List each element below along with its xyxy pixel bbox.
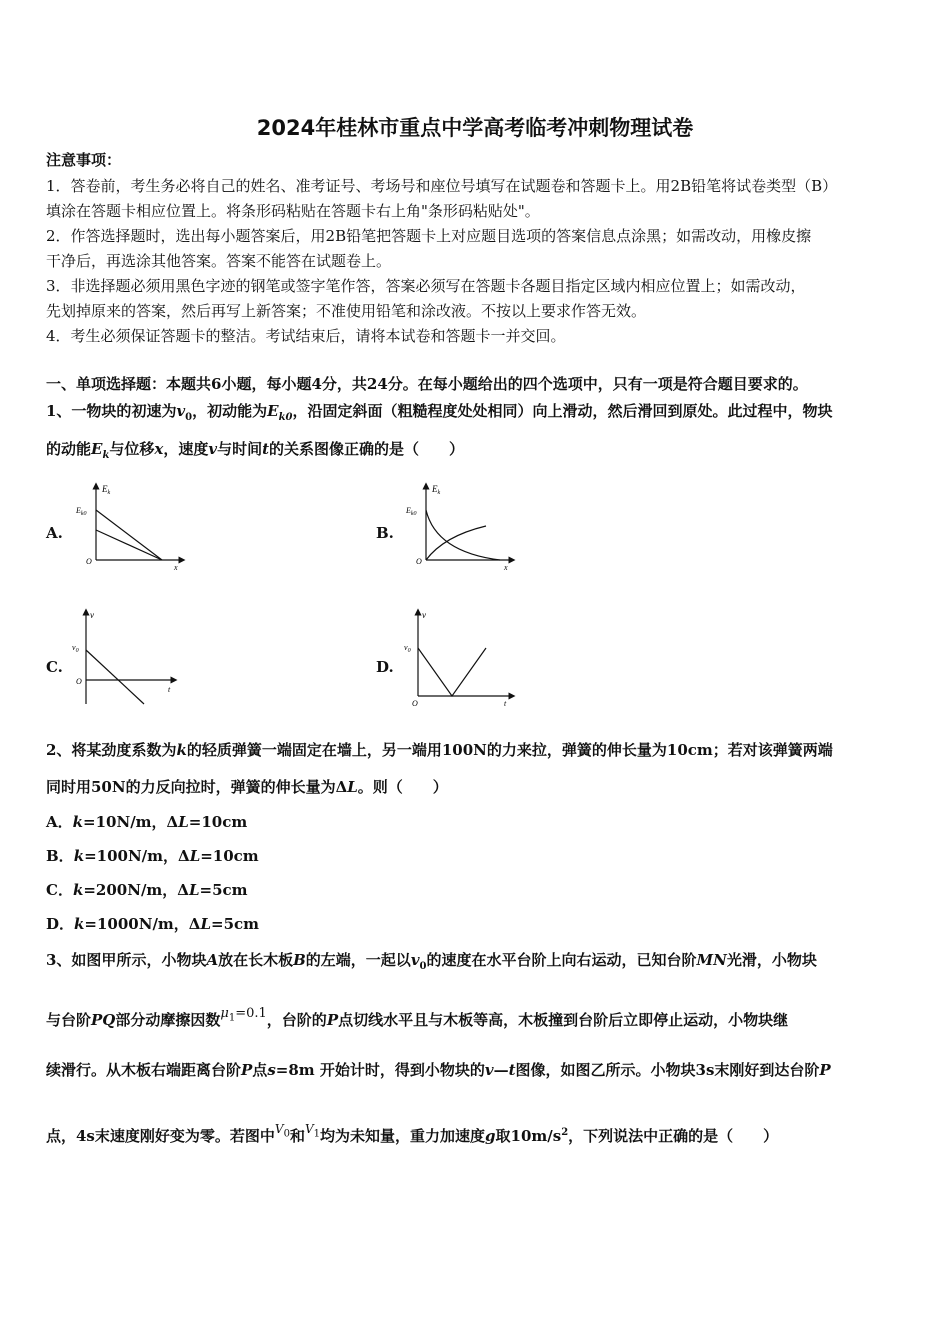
ek-curve-down [426, 526, 486, 560]
graph-b [402, 478, 522, 576]
origin-label: O [86, 557, 92, 566]
axis-label-ek0: $E_{k0}$ [76, 506, 87, 517]
axis-label-v0: $v_0$ [72, 643, 79, 654]
option-a-label: A. [46, 524, 63, 542]
question-1-line-2: 的动能$E_k$与位移x，速度v与时间t的关系图像正确的是（ ） [46, 440, 465, 461]
origin-label: O [76, 677, 82, 686]
question-2-option-a: A．k=10N/m，ΔL=10cm [46, 813, 248, 831]
question-3-line-2: 与台阶PQ部分动摩擦因数$\mu_1=0.1$，台阶的P点切线水平且与木板等高，木板撞到台阶后立即停止运动，小物块继 [46, 1006, 789, 1029]
question-2-line-1: 2、将某劲度系数为k的轻质弹簧一端固定在墙上，另一端用100N的力来拉，弹簧的伸长量为10cm；若对该弹簧两端 [46, 741, 833, 759]
axis-label-t: t [504, 699, 507, 708]
graph-d [402, 606, 522, 708]
question-3-line-1: 3、如图甲所示，小物块A放在长木板B的左端，一起以$v_0$的速度在水平台阶上向右运动，已知台阶MN光滑，小物块 [46, 951, 817, 972]
question-2-option-b: B．k=100N/m，ΔL=10cm [46, 847, 259, 865]
axis-label-ek: $E_k$ [432, 484, 441, 496]
notice-heading: 注意事项： [46, 151, 122, 169]
speed-line [418, 648, 486, 696]
question-2-line-2: 同时用50N的力反向拉时，弹簧的伸长量为ΔL。则（ ） [46, 778, 448, 796]
axis-label-v: v [422, 610, 426, 620]
option-d-label: D. [376, 658, 394, 676]
notice-line: 2．作答选择题时，选出每小题答案后，用2B铅笔把答题卡上对应题目选项的答案信息点涂黑；如需改动，用橡皮擦 [46, 227, 812, 245]
question-1-line-1: 1、一物块的初速为$v_0$，初动能为$E_{k0}$，沿固定斜面（粗糙程度处处相同）向上滑动，然后滑回到原处。此过程中，物块 [46, 402, 833, 423]
question-3-line-3: 续滑行。从木板右端距离台阶P点s=8m 开始计时，得到小物块的v—t图像，如图乙所示。小物块3s末刚好到达台阶P [46, 1061, 831, 1079]
axis-label-x: x [504, 563, 508, 572]
option-c-label: C. [46, 658, 63, 676]
notice-line: 干净后，再选涂其他答案。答案不能答在试题卷上。 [46, 252, 392, 270]
origin-label: O [412, 699, 418, 708]
velocity-line [86, 650, 144, 704]
origin-label: O [416, 557, 422, 566]
axis-label-ek0: $E_{k0}$ [406, 506, 417, 517]
graph-c [72, 606, 192, 708]
axis-label-v0: $v_0$ [404, 643, 411, 654]
question-2-option-d: D．k=1000N/m，ΔL=5cm [46, 915, 260, 933]
section-heading: 一、单项选择题：本题共6小题，每小题4分，共24分。在每小题给出的四个选项中，只有一项是符合题目要求的。 [46, 375, 808, 393]
axis-label-ek: $E_k$ [102, 484, 111, 496]
question-2-option-c: C．k=200N/m，ΔL=5cm [46, 881, 248, 899]
question-3-line-4: 点，4s末速度刚好变为零。若图中$^{V_0}$和$^{V_1}$均为未知量，重力加速度g取$10m/s^2$，下列说法中正确的是（ ） [46, 1122, 779, 1145]
notice-line: 填涂在答题卡相应位置上。将条形码粘贴在答题卡右上角"条形码粘贴处"。 [46, 202, 540, 220]
ek-curve-up [426, 510, 500, 560]
notice-line: 3．非选择题必须用黑色字迹的钢笔或签字笔作答，答案必须写在答题卡各题目指定区域内相应位置上；如需改动， [46, 277, 806, 295]
page-title: 2024年桂林市重点中学高考临考冲刺物理试卷 [256, 116, 694, 140]
axis-label-x: x [174, 563, 178, 572]
axis-label-t: t [168, 685, 171, 694]
notice-line: 先划掉原来的答案，然后再写上新答案；不准使用铅笔和涂改液。不按以上要求作答无效。 [46, 302, 647, 320]
graph-a [72, 478, 192, 576]
axis-label-v: v [90, 610, 94, 620]
notice-line: 1．答卷前，考生务必将自己的姓名、准考证号、考场号和座位号填写在试题卷和答题卡上。用2B铅笔将试卷类型（B） [46, 177, 838, 195]
option-b-label: B. [376, 524, 394, 542]
notice-line: 4．考生必须保证答题卡的整洁。考试结束后，请将本试卷和答题卡一并交回。 [46, 327, 566, 345]
